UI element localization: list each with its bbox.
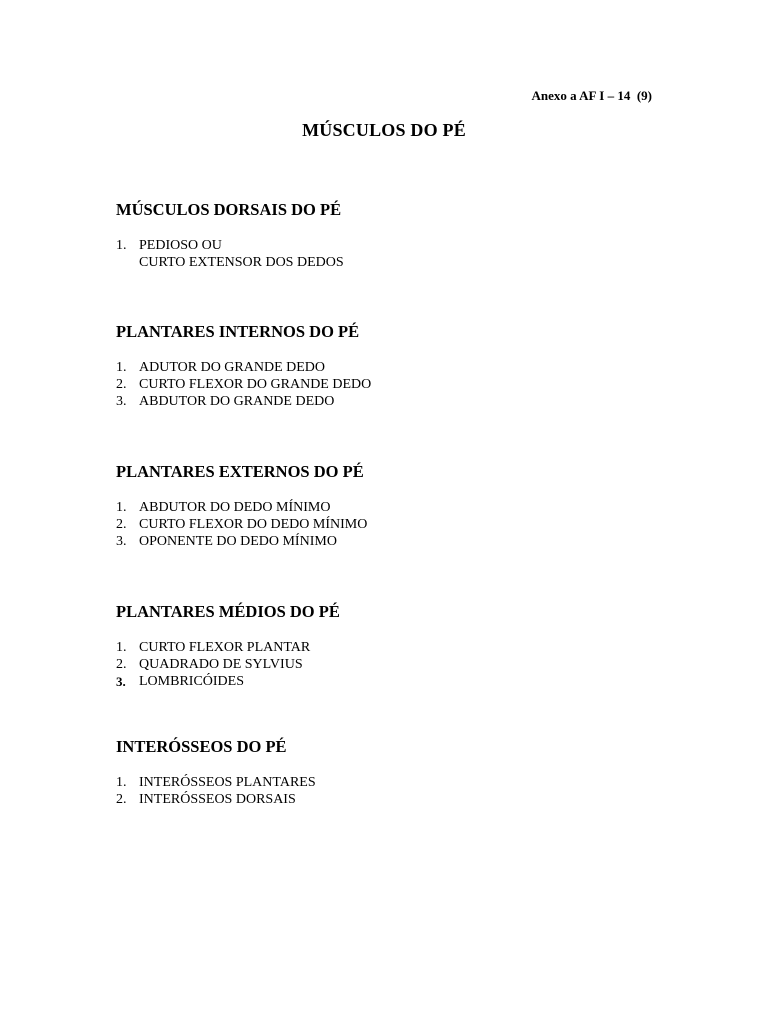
item-text: OPONENTE DO DEDO MÍNIMO — [139, 534, 337, 549]
muscle-list — [116, 499, 676, 550]
section-heading: INTERÓSSEOS DO PÉ — [116, 737, 287, 756]
muscle-list — [116, 639, 676, 690]
item-number: 1. — [116, 238, 127, 253]
item-text: INTERÓSSEOS PLANTARES — [139, 775, 316, 790]
item-number: 2. — [116, 657, 127, 672]
item-number: 3. — [116, 534, 127, 549]
list-item — [116, 376, 676, 393]
annex-reference: Anexo a AF I – 14 (9) — [531, 88, 652, 103]
item-text: ABDUTOR DO DEDO MÍNIMO — [139, 500, 331, 515]
item-text: ABDUTOR DO GRANDE DEDO — [139, 394, 335, 409]
section-plantares-medios — [116, 602, 676, 690]
item-text: CURTO FLEXOR DO GRANDE DEDO — [139, 377, 372, 392]
item-text: CURTO FLEXOR DO DEDO MÍNIMO — [139, 517, 368, 532]
list-item — [116, 639, 676, 656]
item-number: 3. — [116, 394, 127, 409]
item-text: ADUTOR DO GRANDE DEDO — [139, 360, 326, 375]
item-text: INTERÓSSEOS DORSAIS — [139, 792, 296, 807]
page-title: MÚSCULOS DO PÉ — [302, 120, 466, 140]
section-dorsais — [116, 200, 676, 271]
list-item — [116, 237, 676, 271]
list-item — [116, 774, 676, 791]
section-heading: PLANTARES MÉDIOS DO PÉ — [116, 602, 340, 621]
section-plantares-externos — [116, 462, 676, 550]
item-number: 3. — [116, 674, 126, 689]
item-text: LOMBRICÓIDES — [139, 674, 245, 689]
section-plantares-internos — [116, 322, 676, 410]
item-text: PEDIOSO OU CURTO EXTENSOR DOS DEDOS — [139, 238, 344, 270]
section-interosseos — [116, 737, 676, 808]
item-number: 1. — [116, 640, 127, 655]
item-number: 2. — [116, 792, 127, 807]
list-item — [116, 533, 676, 550]
item-number: 1. — [116, 775, 127, 790]
list-item — [116, 499, 676, 516]
list-item — [116, 393, 676, 410]
item-number: 2. — [116, 517, 127, 532]
list-item — [116, 656, 676, 673]
item-text: QUADRADO DE SYLVIUS — [139, 657, 303, 672]
muscle-list — [116, 237, 676, 271]
section-heading: MÚSCULOS DORSAIS DO PÉ — [116, 200, 342, 219]
section-heading: PLANTARES INTERNOS DO PÉ — [116, 322, 360, 341]
section-heading: PLANTARES EXTERNOS DO PÉ — [116, 462, 364, 481]
item-number: 1. — [116, 360, 127, 375]
list-item — [116, 516, 676, 533]
list-item — [116, 359, 676, 376]
list-item — [116, 673, 676, 690]
item-number: 1. — [116, 500, 127, 515]
muscle-list — [116, 359, 676, 410]
list-item — [116, 791, 676, 808]
item-text: CURTO FLEXOR PLANTAR — [139, 640, 311, 655]
muscle-list — [116, 774, 676, 808]
item-number: 2. — [116, 377, 127, 392]
